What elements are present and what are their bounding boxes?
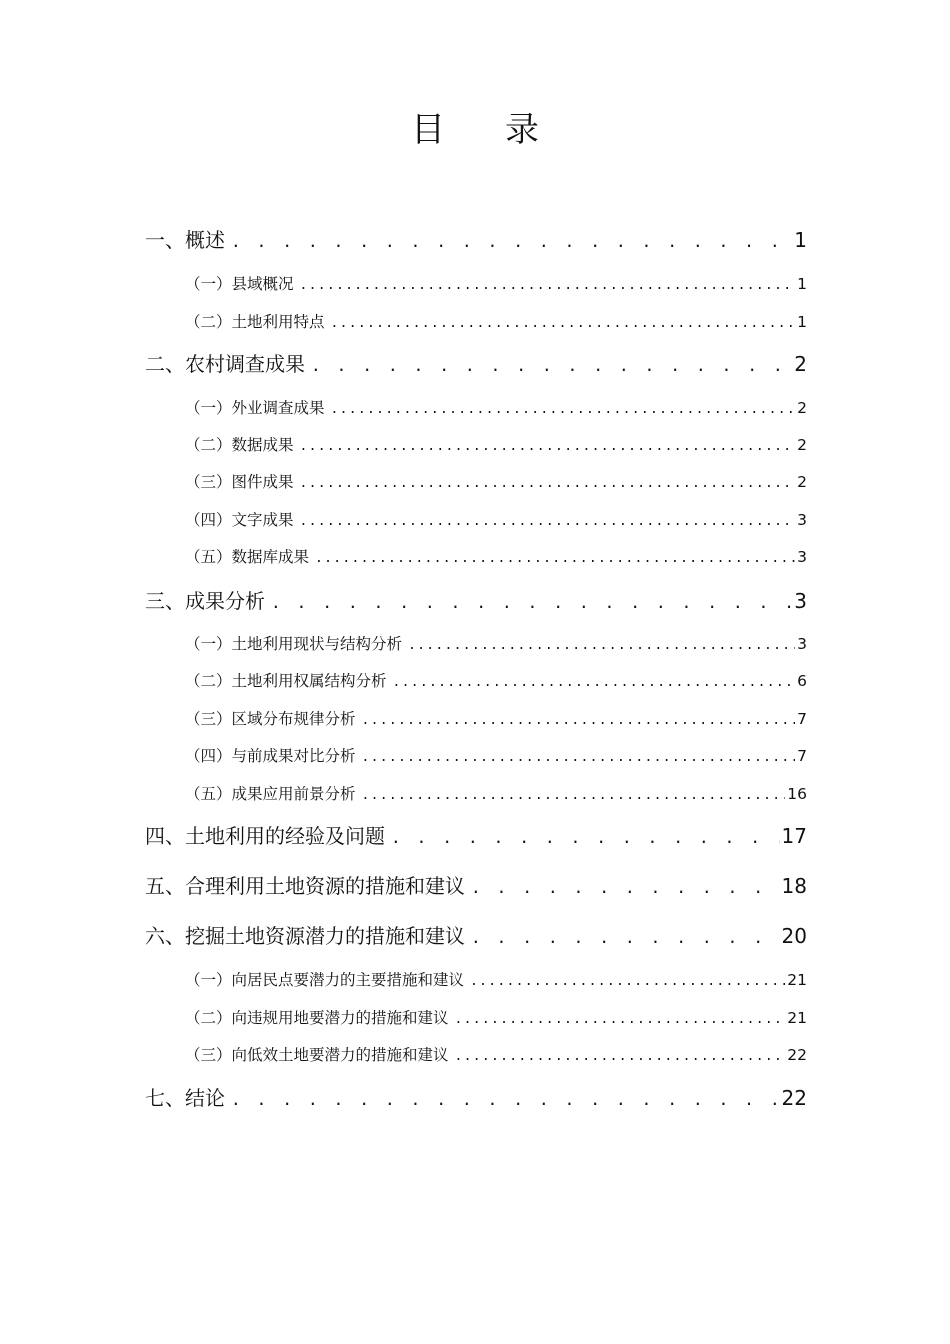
- toc-leader-dots: [300, 476, 796, 491]
- toc-entry-page: 21: [787, 971, 807, 989]
- toc-leader-dots: [271, 593, 792, 612]
- toc-entry[interactable]: [185, 545, 807, 567]
- toc-entry[interactable]: [185, 744, 807, 766]
- toc-entry[interactable]: [185, 396, 807, 418]
- toc-entry-label: （五）成果应用前景分析: [185, 785, 356, 803]
- toc-entry-page: 2: [794, 352, 807, 376]
- toc-entry[interactable]: [145, 585, 807, 614]
- toc-entry-page: 22: [787, 1046, 807, 1064]
- toc-entry-page: 20: [781, 924, 807, 948]
- toc-entry-label: （一）县域概况: [185, 275, 294, 293]
- toc-leader-dots: [362, 788, 786, 803]
- toc-entry-label: （一）土地利用现状与结构分析: [185, 635, 403, 653]
- toc-leader-dots: [331, 402, 796, 417]
- toc-entry-page: 7: [797, 710, 807, 728]
- toc-entry[interactable]: [185, 669, 807, 691]
- toc-leader-dots: [231, 1090, 780, 1109]
- toc-entry-label: （二）土地利用特点: [185, 313, 325, 331]
- toc-entry-label: （二）数据成果: [185, 436, 294, 454]
- toc-leader-dots: [300, 514, 796, 529]
- toc-leader-dots: [300, 439, 796, 454]
- toc-entry-label: 二、农村调查成果: [145, 352, 305, 376]
- toc-entry[interactable]: [185, 782, 807, 804]
- toc-entry[interactable]: [145, 348, 807, 377]
- toc-entry-label: 一、概述: [145, 228, 225, 252]
- title-char-1: 目: [411, 110, 445, 150]
- toc-entry-label: 五、合理利用土地资源的措施和建议: [145, 874, 465, 898]
- toc-entry[interactable]: [185, 508, 807, 530]
- toc-entry-page: 2: [797, 399, 807, 417]
- toc-entry-label: （四）文字成果: [185, 511, 294, 529]
- toc-leader-dots: [471, 878, 780, 897]
- toc-leader-dots: [362, 713, 796, 728]
- toc-entry[interactable]: [145, 870, 807, 899]
- toc-entry[interactable]: [185, 272, 807, 294]
- toc-entry-page: 6: [797, 672, 807, 690]
- toc-entry-page: 2: [797, 473, 807, 491]
- toc-entry-page: 22: [781, 1086, 807, 1110]
- toc-entry-page: 1: [797, 275, 807, 293]
- toc-entry-label: （一）外业调查成果: [185, 399, 325, 417]
- toc-entry-label: 七、结论: [145, 1086, 225, 1110]
- toc-entry[interactable]: [145, 1082, 807, 1111]
- toc-leader-dots: [391, 828, 780, 847]
- toc-leader-dots: [311, 356, 792, 375]
- toc-entry-page: 18: [781, 874, 807, 898]
- toc-leader-dots: [315, 551, 795, 566]
- toc-entry-label: （二）向违规用地要潜力的措施和建议: [185, 1009, 449, 1027]
- toc-leader-dots: [470, 974, 785, 989]
- toc-leader-dots: [331, 316, 796, 331]
- toc-leader-dots: [455, 1012, 786, 1027]
- toc-entry-label: （三）向低效土地要潜力的措施和建议: [185, 1046, 449, 1064]
- toc-entry-page: 3: [797, 511, 807, 529]
- toc-entry[interactable]: [185, 1043, 807, 1065]
- toc-entry[interactable]: [145, 224, 807, 253]
- toc-leader-dots: [362, 750, 796, 765]
- toc-entry-page: 3: [797, 548, 807, 566]
- toc-entry[interactable]: [185, 310, 807, 332]
- toc-entry[interactable]: [145, 920, 807, 949]
- toc-entry[interactable]: [185, 470, 807, 492]
- toc-entry-page: 21: [787, 1009, 807, 1027]
- toc-leader-dots: [300, 278, 796, 293]
- toc-entry-page: 16: [787, 785, 807, 803]
- title-char-2: 录: [505, 110, 539, 150]
- toc-entry-label: （四）与前成果对比分析: [185, 747, 356, 765]
- toc-entry-label: （三）图件成果: [185, 473, 294, 491]
- toc-leader-dots: [455, 1049, 786, 1064]
- toc-entry-label: （三）区域分布规律分析: [185, 710, 356, 728]
- toc-leader-dots: [393, 675, 796, 690]
- toc-entry[interactable]: [185, 707, 807, 729]
- toc-entry[interactable]: [185, 632, 807, 654]
- toc-entry[interactable]: [185, 968, 807, 990]
- toc-entry-page: 1: [797, 313, 807, 331]
- toc-entry[interactable]: [145, 820, 807, 849]
- toc-entry-page: 3: [794, 589, 807, 613]
- toc-entry-label: 三、成果分析: [145, 589, 265, 613]
- toc-entry-label: 六、挖掘土地资源潜力的措施和建议: [145, 924, 465, 948]
- toc-entry-page: 3: [797, 635, 807, 653]
- toc-entry[interactable]: [185, 433, 807, 455]
- toc-entry-page: 7: [797, 747, 807, 765]
- toc-leader-dots: [408, 638, 795, 653]
- toc-entry-page: 17: [781, 824, 807, 848]
- toc-entry-label: 四、土地利用的经验及问题: [145, 824, 385, 848]
- toc-leader-dots: [471, 928, 780, 947]
- toc-entry-label: （五）数据库成果: [185, 548, 310, 566]
- toc-entry-label: （一）向居民点要潜力的主要措施和建议: [185, 971, 465, 989]
- toc-leader-dots: [231, 232, 792, 251]
- toc-entry[interactable]: [185, 1006, 807, 1028]
- toc-entry-page: 1: [794, 228, 807, 252]
- toc-entry-page: 2: [797, 436, 807, 454]
- toc-entry-label: （二）土地利用权属结构分析: [185, 672, 387, 690]
